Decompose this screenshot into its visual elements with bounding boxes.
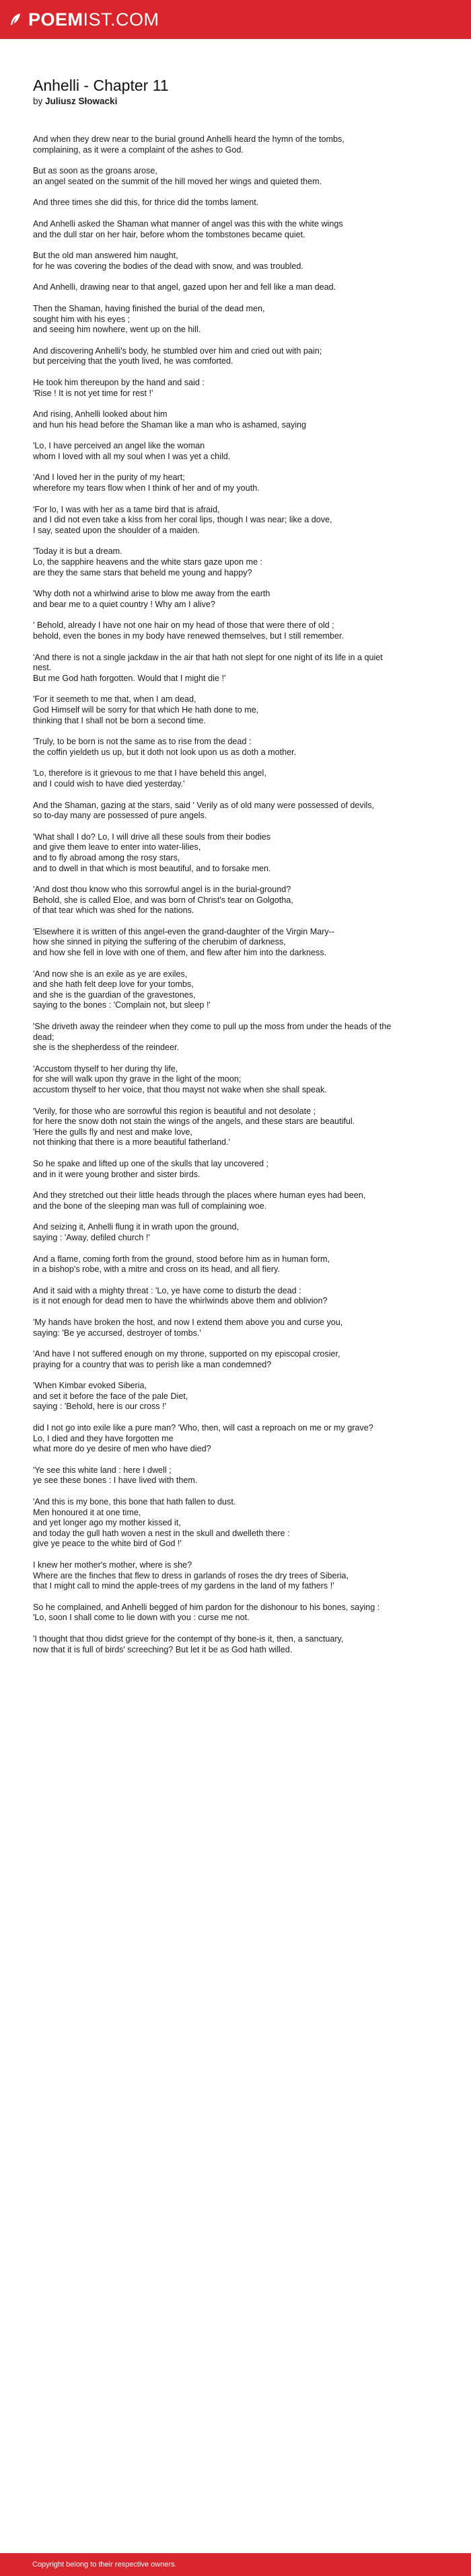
poem-line: Men honoured it at one time,	[33, 1507, 141, 1517]
poem-line: wherefore my tears flow when I think of her and of my youth.	[33, 483, 260, 493]
poem-line: accustom thyself to her voice, that thou mayst not wake when she shall speak.	[33, 1085, 327, 1094]
poem-line: So he spake and lifted up one of the skulls that lay uncovered ;	[33, 1158, 269, 1168]
stanza	[33, 1064, 396, 1096]
poem-line: Lo, I died and they have forgotten me	[33, 1433, 174, 1443]
poem-body	[33, 134, 396, 1655]
stanza	[33, 282, 396, 293]
poem-line: behold, even the bones in my body have renewed themselves, but I still remember.	[33, 631, 345, 641]
stanza	[33, 473, 396, 493]
stanza	[33, 801, 396, 821]
poem-line: in a bishop's robe, with a mitre and cross on its head, and all fiery.	[33, 1264, 280, 1275]
poem-line: give ye peace to the white bird of God !'	[33, 1539, 182, 1549]
poem-line: 'Lo, soon I shall come to lie down with you : curse me not.	[33, 1613, 250, 1623]
poem-line: 'Lo, therefore is it grievous to me that I have beheld this angel,	[33, 768, 266, 778]
poem-line: 'Today it is but a dream.	[33, 547, 122, 557]
stanza	[33, 547, 396, 578]
poem-line: I say, seated upon the shoulder of a maiden.	[33, 525, 200, 535]
poem-line: And seizing it, Anhelli flung it in wrath upon the ground,	[33, 1222, 239, 1232]
poem-line: 'My hands have broken the host, and now I extend them above you and curse you,	[33, 1317, 343, 1327]
stanza	[33, 1159, 396, 1180]
stanza	[33, 1349, 396, 1370]
stanza	[33, 251, 396, 272]
poem-line: ye see these bones : I have lived with them.	[33, 1476, 198, 1486]
stanza	[33, 653, 396, 684]
poem-line: and today the gull hath woven a nest in the skull and dwelleth there :	[33, 1528, 290, 1538]
poem-line: 'I thought that thou didst grieve for the contempt of thy bone-is it, then, a sanctuary,	[33, 1634, 344, 1644]
stanza	[33, 1560, 396, 1592]
poem-line: Then the Shaman, having finished the burial of the dead men,	[33, 303, 265, 313]
poem-line: of that tear which was shed for the nations.	[33, 905, 194, 916]
poem-line: 'What shall I do? Lo, I will drive all these souls from their bodies	[33, 832, 271, 842]
poem-line: And three times she did this, for thrice did the tombs lament.	[33, 198, 259, 208]
by-label: by	[33, 96, 43, 106]
poem-line: sought him with his eyes ;	[33, 314, 131, 324]
stanza	[33, 589, 396, 610]
stanza	[33, 969, 396, 1011]
poem-line: saying : 'Behold, here is our cross !'	[33, 1402, 167, 1412]
footer-copyright: Copyright belong to their respective owners.	[32, 2561, 177, 2569]
stanza	[33, 441, 396, 462]
stanza	[33, 378, 396, 399]
stanza	[33, 1191, 396, 1211]
poem-line: But the old man answered him naught,	[33, 251, 178, 261]
poem-line: And Anhelli, drawing near to that angel, gazed upon her and fell like a man dead.	[33, 282, 336, 292]
stanza	[33, 1254, 396, 1275]
poem-line: but perceiving that the youth lived, he was comforted.	[33, 356, 233, 366]
poem-line: 'For it seemeth to me that, when I am dead,	[33, 694, 196, 705]
poem-line: I knew her mother's mother, where is she?	[33, 1560, 192, 1570]
stanza	[33, 694, 396, 726]
poem-line: And when they drew near to the burial ground Anhelli heard the hymn of the tombs,	[33, 134, 345, 144]
poem-line: And discovering Anhelli's body, he stumbled over him and cried out with pain;	[33, 346, 322, 356]
site-logo[interactable]	[28, 9, 159, 30]
poem-line: 'Truly, to be born is not the same as to rise from the dead :	[33, 737, 252, 747]
poem-line: are they the same stars that beheld me young and happy?	[33, 567, 252, 577]
stanza	[33, 1318, 396, 1338]
poem-line: the coffin yieldeth us up, but it doth not look upon us as doth a mother.	[33, 747, 297, 757]
poem-line: But me God hath forgotten. Would that I might die !'	[33, 673, 226, 683]
poem-line: ' Behold, already I have not one hair on my head of those that were there of old ;	[33, 620, 334, 631]
poem-line: what more do ye desire of men who have died?	[33, 1444, 211, 1454]
poem-line: 'Elsewhere it is written of this angel-even the grand-daughter of the Virgin Mary--	[33, 926, 335, 936]
poem-line: and seeing him nowhere, went up on the hill.	[33, 325, 201, 335]
poem-line: Where are the finches that flew to dress in garlands of roses the dry trees of Siberia,	[33, 1570, 349, 1580]
stanza	[33, 885, 396, 916]
stanza	[33, 1497, 396, 1549]
poem-line: and I could wish to have died yesterday.'	[33, 778, 185, 789]
poem-line: did I not go into exile like a pure man? 'Who, then, will cast a reproach on me or my grave?	[33, 1423, 373, 1433]
poem-line: saying to the bones : 'Complain not, but sleep !'	[33, 1000, 211, 1010]
stanza	[33, 505, 396, 536]
stanza	[33, 1106, 396, 1148]
poem-line: 'For lo, I was with her as a tame bird that is afraid,	[33, 504, 220, 514]
stanza	[33, 346, 396, 367]
poem-line: for he was covering the bodies of the dead with snow, and was troubled.	[33, 261, 303, 271]
poem-line: 'When Kimbar evoked Siberia,	[33, 1381, 147, 1391]
poem-line: and bear me to a quiet country ! Why am I alive?	[33, 599, 215, 609]
stanza	[33, 1022, 396, 1053]
poem-line: and the bone of the sleeping man was full of complaining woe.	[33, 1201, 267, 1211]
poem-line: complaining, as it were a complaint of the ashes to God.	[33, 145, 244, 155]
poem-line: 'She driveth away the reindeer when they come to pull up the moss from under the heads of the dead;	[33, 1022, 392, 1042]
poem-line: 'Here the gulls fly and nest and make love,	[33, 1127, 192, 1137]
poem-line: 'And this is my bone, this bone that hath fallen to dust.	[33, 1497, 236, 1507]
logo-light-text: IST.COM	[83, 9, 159, 30]
poem-line: And they stretched out their little heads through the places where human eyes had been,	[33, 1191, 366, 1201]
stanza	[33, 1603, 396, 1623]
poem-line: for she will walk upon thy grave in the light of the moon;	[33, 1074, 242, 1084]
poem-line: an angel seated on the summit of the hill moved her wings and quieted them.	[33, 176, 322, 186]
poem-line: and the dull star on her hair, before whom the tombstones became quiet.	[33, 229, 305, 239]
poem-line: 'And I loved her in the purity of my heart;	[33, 473, 185, 483]
poem-line: now that it is full of birds' screeching? But let it be as God hath willed.	[33, 1644, 293, 1654]
stanza	[33, 1634, 396, 1655]
poem-line: 'And there is not a single jackdaw in the air that hath not slept for one night of its life in a quiet nest.	[33, 652, 383, 673]
stanza	[33, 927, 396, 959]
poem-line: she is the shepherdess of the reindeer.	[33, 1043, 180, 1053]
poem-line: And it said with a mighty threat : 'Lo, ye have come to disturb the dead :	[33, 1285, 301, 1295]
poem-line: 'Ye see this white land : here I dwell ;	[33, 1465, 172, 1475]
poem-line: for here the snow doth not stain the wings of the angels, and these stars are beautiful.	[33, 1117, 355, 1127]
stanza	[33, 832, 396, 874]
poem-line: how she sinned in pitying the suffering of the cherubim of darkness,	[33, 937, 286, 947]
poem-line: And a flame, coming forth from the ground, stood before him as in human form,	[33, 1254, 330, 1264]
poem-line: whom I loved with all my soul when I was yet a child.	[33, 451, 231, 461]
poem-line: thinking that I shall not be born a second time.	[33, 715, 206, 725]
stanza	[33, 768, 396, 789]
stanza	[33, 219, 396, 240]
stanza	[33, 134, 396, 155]
site-footer	[0, 2553, 471, 2576]
poem-line: and she hath felt deep love for your tombs,	[33, 979, 194, 990]
poem-line: 'Lo, I have perceived an angel like the woman	[33, 441, 205, 451]
poem-title: Anhelli - Chapter 11	[33, 77, 169, 94]
poem-line: Lo, the sapphire heavens and the white stars gaze upon me :	[33, 557, 262, 567]
site-header	[0, 0, 471, 39]
poem-line: But as soon as the groans arose,	[33, 166, 157, 176]
poem-line: 'Rise ! It is not yet time for rest !'	[33, 388, 153, 398]
stanza	[33, 737, 396, 758]
poem-line: that I might call to mind the apple-trees of my gardens in the land of my fathers !'	[33, 1581, 334, 1591]
author-name[interactable]: Juliusz Słowacki	[45, 96, 118, 106]
poem-line: And Anhelli asked the Shaman what manner of angel was this with the white wings	[33, 218, 343, 229]
poem-content	[33, 77, 396, 1666]
poem-line: 'And now she is an exile as ye are exiles,	[33, 969, 188, 979]
poem-line: not thinking that there is a more beautiful fatherland.'	[33, 1137, 230, 1148]
poem-line: And rising, Anhelli looked about him	[33, 409, 168, 419]
poem-line: 'Why doth not a whirlwind arise to blow me away from the earth	[33, 589, 270, 599]
poem-line: and in it were young brother and sister birds.	[33, 1169, 201, 1179]
poem-line: and how she fell in love with one of them, and flew after him into the darkness.	[33, 948, 327, 958]
poem-line: And the Shaman, gazing at the stars, said ' Verily as of old many were possessed of devils,	[33, 800, 375, 810]
poem-line: God Himself will be sorry for that which He hath done to me,	[33, 705, 259, 715]
poem-line: 'And have I not suffered enough on my throne, supported on my episcopal crosier,	[33, 1349, 340, 1359]
stanza	[33, 166, 396, 187]
poem-line: and to fly abroad among the rosy stars,	[33, 852, 180, 862]
poem-line: 'Accustom thyself to her during thy life,	[33, 1063, 178, 1074]
poem-line: and to dwell in that which is most beautiful, and to forsake men.	[33, 863, 271, 873]
poem-line: is it not enough for dead men to have the whirlwinds above them and oblivion?	[33, 1296, 328, 1306]
poem-line: and she is the guardian of the gravestones,	[33, 990, 196, 1000]
byline	[33, 96, 396, 106]
stanza	[33, 409, 396, 430]
poem-line: and give them leave to enter into water-lilies,	[33, 842, 201, 852]
stanza	[33, 198, 396, 208]
poem-line: and hun his head before the Shaman like a man who is ashamed, saying	[33, 419, 307, 430]
stanza	[33, 620, 396, 641]
poem-line: so to-day many are possessed of pure angels.	[33, 811, 207, 821]
poem-line: praying for a country that was to perish like a man condemned?	[33, 1359, 272, 1369]
stanza	[33, 1381, 396, 1412]
stanza	[33, 1286, 396, 1307]
stanza	[33, 1423, 396, 1455]
poem-line: and set it before the face of the pale Diet,	[33, 1391, 188, 1401]
poem-line: Behold, she is called Eloe, and was born of Christ's tear on Golgotha,	[33, 895, 293, 905]
poem-line: 'And dost thou know who this sorrowful angel is in the burial-ground?	[33, 885, 291, 895]
poem-line: 'Verily, for those who are sorrowful this region is beautiful and not desolate ;	[33, 1106, 316, 1116]
poem-line: and I did not even take a kiss from her coral lips, though I was near; like a dove,	[33, 515, 332, 525]
poem-line: and yet longer ago my mother kissed it,	[33, 1518, 181, 1528]
poem-line: So he complained, and Anhelli begged of him pardon for the dishonour to his bones, saying :	[33, 1602, 380, 1612]
quill-logo-icon[interactable]	[8, 12, 23, 27]
poem-line: He took him thereupon by the hand and said :	[33, 377, 205, 387]
stanza	[33, 304, 396, 335]
logo-bold-text: POEM	[28, 9, 83, 30]
poem-line: saying: 'Be ye accursed, destroyer of tombs.'	[33, 1328, 201, 1338]
stanza	[33, 1465, 396, 1486]
poem-line: saying : 'Away, defiled church !'	[33, 1232, 150, 1242]
stanza	[33, 1222, 396, 1243]
